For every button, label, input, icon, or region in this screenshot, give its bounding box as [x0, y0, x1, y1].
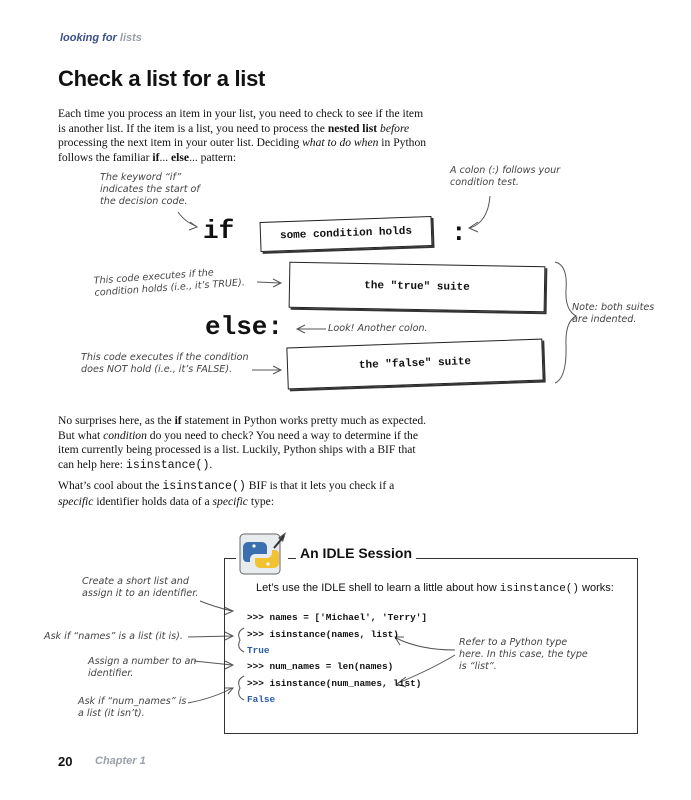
intro-bold-nested-list: nested list: [327, 121, 378, 135]
intro-text-3: in Python follows the familiar: [58, 136, 427, 164]
intro-bold-if: if: [152, 150, 160, 164]
idle-sub-code: isinstance(): [499, 583, 579, 595]
page-number: 20: [58, 754, 73, 769]
body3-italic-specific-1: specific: [58, 494, 94, 508]
body-paragraph-3: [58, 479, 430, 509]
note-indent: Note: both suites are indented.: [572, 302, 655, 325]
idle-output-false: False: [247, 694, 276, 705]
idle-sub-text-2: works:: [579, 582, 614, 594]
body3-text-1: What’s cool about the: [58, 479, 163, 492]
body3-italic-specific-2: specific: [212, 494, 248, 508]
intro-italic-before: before: [380, 121, 410, 135]
body3-text-2: BIF is that it lets you check if a: [245, 479, 395, 492]
body2-text-3: do you need to check? You need a way to determine if the item currently being processed is a list. Luckily, Python ships with a BIF that can help here:: [58, 428, 418, 471]
note-if-keyword: The keyword “if” indicates the start of the decision code.: [100, 172, 200, 207]
body2-text-2: statement in Python works pretty much as expected. But what: [58, 414, 427, 442]
idle-line-4: >>> isinstance(num_names, list): [247, 678, 422, 689]
body3-code-isinstance: isinstance(): [162, 480, 246, 493]
false-suite-box: [286, 339, 543, 390]
python-logo-icon: [236, 528, 288, 580]
idle-sub-text-1: Let’s use the IDLE shell to learn a little about how: [256, 582, 500, 594]
intro-text-1: Each time you process an item in your list, you need to check to see if the item is another list. If the item is a list, you need to process the: [58, 107, 424, 135]
idle-line-3: >>> num_names = len(names): [247, 661, 394, 672]
body2-code-isinstance: isinstance(): [125, 458, 210, 472]
intro-text-4: ...: [159, 150, 172, 164]
colon-after-if: :: [451, 218, 467, 248]
idle-subtitle: [256, 582, 614, 595]
chapter-label: Chapter 1: [95, 755, 146, 767]
header-part1: looking for: [60, 32, 117, 44]
page-title: Check a list for a list: [58, 66, 266, 91]
keyword-else: else:: [205, 312, 284, 342]
intro-italic-what-to-do: what to do when: [302, 136, 379, 149]
body3-text-3: identifier holds data of a: [93, 494, 213, 508]
intro-text-2: processing the next item in your outer list. Deciding: [58, 136, 303, 149]
intro-bold-else: else: [171, 150, 190, 164]
idle-session-title: An IDLE Session: [296, 545, 416, 561]
intro-text-5: ... pattern:: [189, 150, 237, 164]
note-false: This code executes if the condition does NOT hold (i.e., it’s FALSE).: [81, 352, 249, 375]
note-colon: A colon (:) follows your condition test.: [450, 165, 561, 188]
false-suite-text: the "false" suite: [358, 356, 472, 372]
body3-text-4: type:: [247, 494, 275, 508]
condition-text: some condition holds: [279, 225, 413, 243]
arrow-true-note: [257, 282, 280, 283]
arrow-colon-note: [470, 196, 490, 228]
note-create-list: Create a short list and assign it to an identifier.: [82, 576, 199, 599]
header-part2: lists: [119, 32, 142, 44]
note-ask-names: Ask if “names” is a list (it is).: [44, 631, 183, 642]
idle-output-true: True: [247, 645, 270, 656]
idle-line-1: >>> names = ['Michael', 'Terry']: [247, 612, 428, 623]
body2-text-1: No surprises here, as the: [58, 414, 175, 427]
body2-bold-if: if: [174, 414, 182, 427]
note-assign-number: Assign a number to an identifier.: [88, 656, 197, 679]
body-paragraph-2: [58, 414, 430, 473]
note-ask-num-names: Ask if “num_names” is a list (it isn’t).: [78, 696, 187, 719]
true-suite-box: [289, 262, 546, 312]
idle-line-2: >>> isinstance(names, list): [247, 629, 399, 640]
note-else-colon: Look! Another colon.: [328, 323, 428, 334]
keyword-if: if: [203, 216, 235, 246]
condition-box: [260, 216, 433, 252]
note-true: This code executes if the condition holds (i.e., it’s TRUE).: [93, 267, 246, 299]
true-suite-text: the "true" suite: [364, 280, 470, 294]
body2-italic-condition: condition: [103, 428, 147, 442]
note-refer-type: Refer to a Python type here. In this case, the type is “list”.: [459, 637, 588, 672]
body2-text-4: .: [209, 457, 213, 471]
